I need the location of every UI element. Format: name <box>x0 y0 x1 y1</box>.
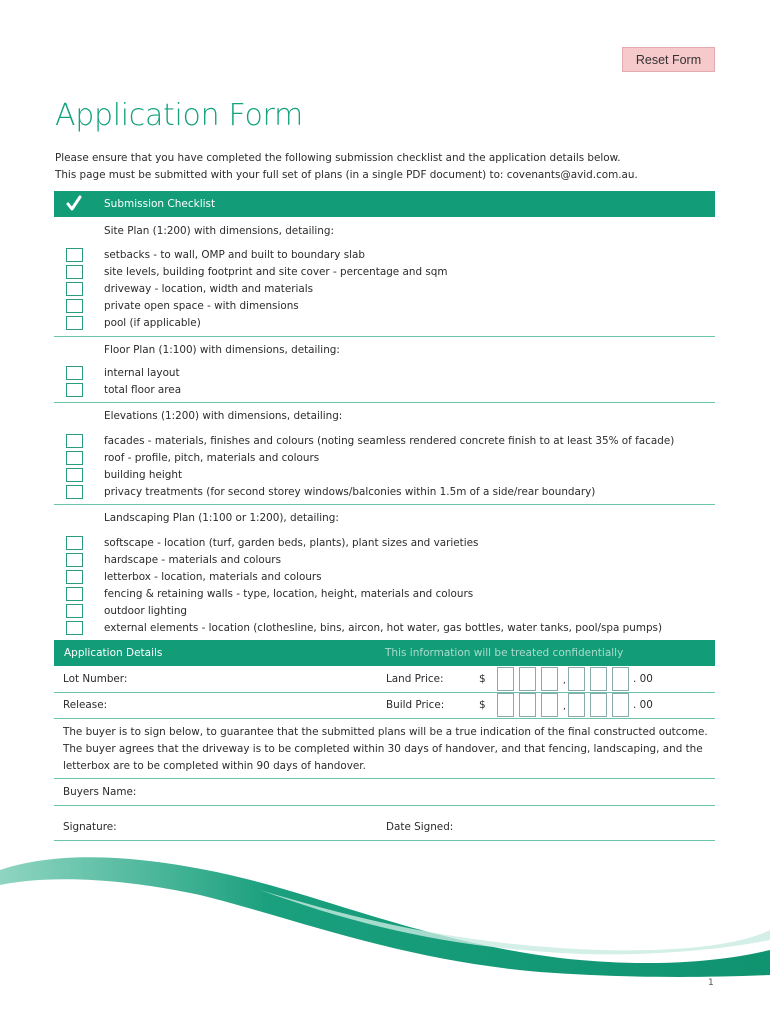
land-price-digit[interactable] <box>568 667 585 691</box>
reset-form-button[interactable]: Reset Form <box>622 47 715 72</box>
list-item: fencing & retaining walls - type, location, height, materials and colours <box>104 588 474 600</box>
build-cents: . 00 <box>633 699 653 711</box>
buyers-name-label: Buyers Name: <box>63 786 137 798</box>
page-title: Application Form <box>55 98 303 133</box>
build-thousands-sep: , <box>563 702 566 712</box>
checkbox-driveway[interactable] <box>66 282 83 296</box>
list-item: privacy treatments (for second storey windows/balconies within 1.5m of a side/rear boundary) <box>104 486 596 498</box>
list-item: internal layout <box>104 367 180 379</box>
list-item: site levels, building footprint and site cover - percentage and sqm <box>104 266 448 278</box>
list-item: private open space - with dimensions <box>104 300 299 312</box>
build-price-digit[interactable] <box>590 693 607 717</box>
list-item: outdoor lighting <box>104 605 187 617</box>
divider <box>54 718 715 719</box>
build-price-digit[interactable] <box>612 693 629 717</box>
checkbox-open-space[interactable] <box>66 299 83 313</box>
list-item: setbacks - to wall, OMP and built to boundary slab <box>104 249 366 261</box>
land-price-digit[interactable] <box>497 667 514 691</box>
divider <box>54 840 715 841</box>
checkbox-pool[interactable] <box>66 316 83 330</box>
divider <box>54 504 715 505</box>
checkbox-site-levels[interactable] <box>66 265 83 279</box>
intro-line-2: This page must be submitted with your full set of plans (in a single PDF document) to: covenants@avid.com.au. <box>55 169 638 181</box>
build-currency: $ <box>479 699 486 711</box>
page-number: 1 <box>708 978 714 988</box>
divider <box>54 778 715 779</box>
checkbox-external[interactable] <box>66 621 83 635</box>
land-thousands-sep: , <box>563 676 566 686</box>
checkbox-facades[interactable] <box>66 434 83 448</box>
buyer-agreement-paragraph: The buyer is to sign below, to guarantee that the submitted plans will be a true indication of the final constructed outcome. The buyer agrees that the driveway is to be completed within 30 days of handover, and that fencing, landscaping, and the letterbox are to be completed within 90 days of handover. <box>63 726 708 772</box>
checkbox-privacy[interactable] <box>66 485 83 499</box>
checkbox-fencing[interactable] <box>66 587 83 601</box>
land-cents: . 00 <box>633 673 653 685</box>
release-label: Release: <box>63 699 108 711</box>
list-item: building height <box>104 469 183 481</box>
checkbox-softscape[interactable] <box>66 536 83 550</box>
lot-number-label: Lot Number: <box>63 673 128 685</box>
checkbox-hardscape[interactable] <box>66 553 83 567</box>
list-item: pool (if applicable) <box>104 317 201 329</box>
land-currency: $ <box>479 673 486 685</box>
floor-plan-heading: Floor Plan (1:100) with dimensions, detailing: <box>104 344 340 356</box>
intro-text <box>55 150 638 184</box>
confidential-note: This information will be treated confidentially <box>385 647 624 659</box>
checkmark-icon <box>66 194 82 212</box>
land-price-digit[interactable] <box>519 667 536 691</box>
checklist-header-label: Submission Checklist <box>104 198 216 210</box>
elevations-heading: Elevations (1:200) with dimensions, detailing: <box>104 410 343 422</box>
list-item: letterbox - location, materials and colours <box>104 571 322 583</box>
checkbox-floor-area[interactable] <box>66 383 83 397</box>
details-header-bar <box>54 640 715 666</box>
build-price-digit[interactable] <box>568 693 585 717</box>
divider <box>54 805 715 806</box>
checkbox-building-height[interactable] <box>66 468 83 482</box>
signature-label: Signature: <box>63 821 117 833</box>
divider <box>54 336 715 337</box>
land-price-digit[interactable] <box>590 667 607 691</box>
list-item: driveway - location, width and materials <box>104 283 314 295</box>
list-item: total floor area <box>104 384 182 396</box>
list-item: external elements - location (clothesline, bins, aircon, hot water, gas bottles, water tanks, pool/spa pumps) <box>104 622 663 634</box>
land-price-digit[interactable] <box>612 667 629 691</box>
landscaping-heading: Landscaping Plan (1:100 or 1:200), detailing: <box>104 512 339 524</box>
intro-line-1: Please ensure that you have completed the following submission checklist and the application details below. <box>55 152 621 164</box>
checkbox-lighting[interactable] <box>66 604 83 618</box>
build-price-digit[interactable] <box>541 693 558 717</box>
build-price-label: Build Price: <box>386 699 445 711</box>
divider <box>54 402 715 403</box>
checkbox-internal-layout[interactable] <box>66 366 83 380</box>
list-item: facades - materials, finishes and colours (noting seamless rendered concrete finish to at least 35% of facade) <box>104 435 675 447</box>
list-item: roof - profile, pitch, materials and colours <box>104 452 320 464</box>
land-price-digit[interactable] <box>541 667 558 691</box>
date-signed-label: Date Signed: <box>386 821 454 833</box>
land-price-label: Land Price: <box>386 673 444 685</box>
build-price-digit[interactable] <box>497 693 514 717</box>
decorative-wave <box>0 850 770 980</box>
checkbox-letterbox[interactable] <box>66 570 83 584</box>
checklist-header-bar <box>54 191 715 217</box>
details-header-label: Application Details <box>64 647 163 659</box>
site-plan-heading: Site Plan (1:200) with dimensions, detailing: <box>104 225 334 237</box>
checkbox-roof[interactable] <box>66 451 83 465</box>
build-price-digit[interactable] <box>519 693 536 717</box>
checkbox-setbacks[interactable] <box>66 248 83 262</box>
list-item: hardscape - materials and colours <box>104 554 281 566</box>
list-item: softscape - location (turf, garden beds, plants), plant sizes and varieties <box>104 537 479 549</box>
